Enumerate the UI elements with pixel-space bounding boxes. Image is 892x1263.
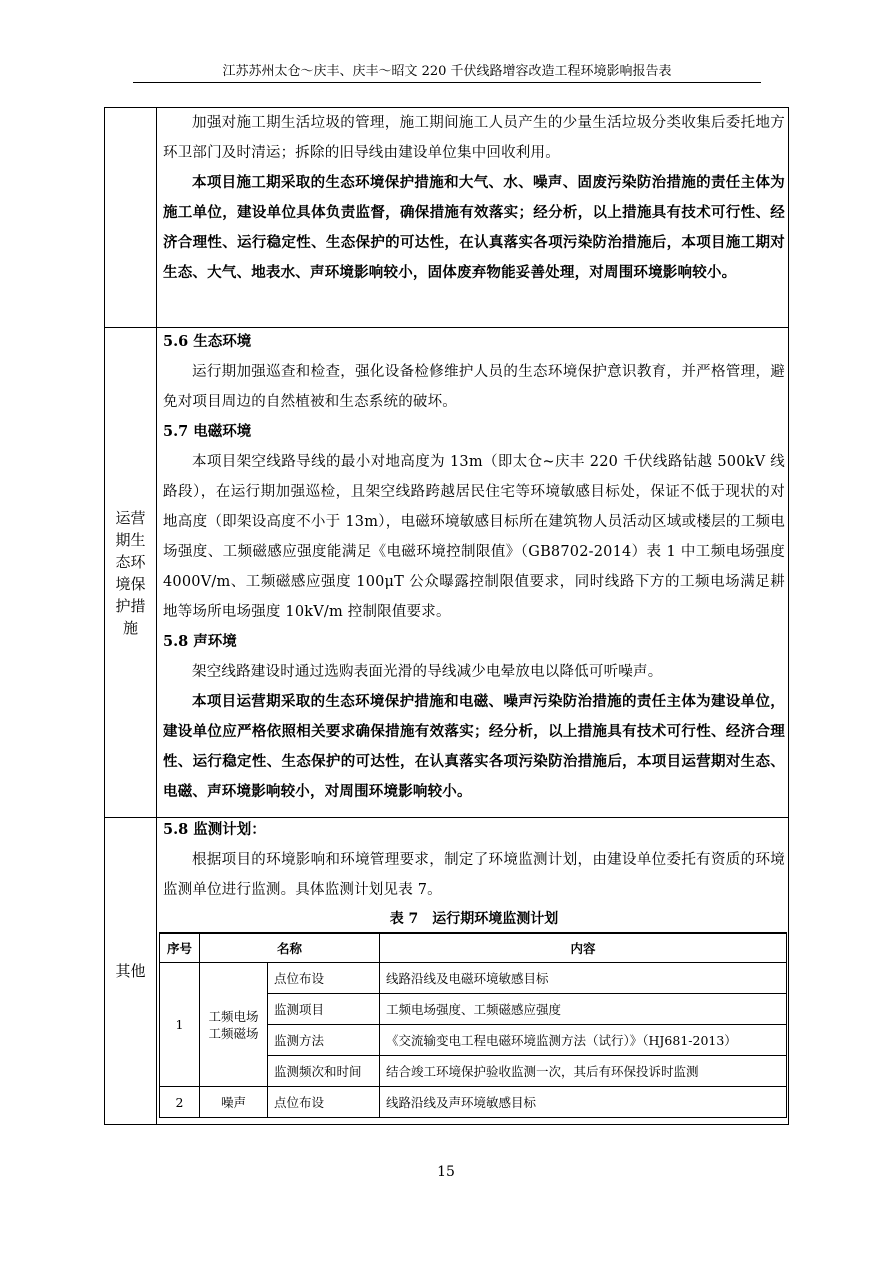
group2-name: 噪声 [200,1087,268,1118]
heading-em: 5.7 电磁环境 [163,423,252,440]
operation-row [105,328,788,818]
operation-content [163,327,785,807]
construction-waste-text: 加强对施工期生活垃圾的管理，施工期间施工人员产生的少量生活垃圾分类收集后委托地方环卫部门及时清运；拆除的旧导线由建设单位集中回收利用。 [163,115,785,161]
table-header-row [160,933,787,963]
table-row [160,963,787,994]
report-table [104,107,789,1125]
heading-ecology: 5.6 生态环境 [163,333,252,350]
operation-conclusion: 本项目运营期采取的生态环境保护措施和电磁、噪声污染防治措施的责任主体为建设单位，建设单位应严格依照相关要求确保措施有效落实；经分析，以上措施具有技术可行性、经济合理性、运行稳定性、生态保护的可达性，在认真落实各项污染防治措施后，本项目运营期对生态、电磁、声环境影响较小，对周围环境影响较小。 [163,693,785,800]
construction-row [105,108,788,328]
group2-seq: 2 [160,1087,200,1118]
header-seq: 序号 [160,933,200,963]
other-content [163,815,785,1118]
other-label: 其他 [115,962,146,980]
group1-content: 结合竣工环境保护验收监测一次，其后有环保投诉时监测 [380,1056,787,1087]
table-row [160,1087,787,1118]
em-text: 本项目架空线路导线的最小对地高度为 13m（即太仓~庆丰 220 千伏线路钻越 500kV 线路段），在运行期加强巡检，且架空线路跨越居民住宅等环境敏感目标处，保证不低于现状的对地高度（即架设高度不小于 13m），电磁环境敏感目标所在建筑物人员活动区域或楼层的工频电场强度、工频磁感应强度能满足《电磁环境控制限值》（GB8702-2014）表 1 中工频电场强度 4000V/m、工频磁感应强度 100μT 公众曝露控制限值要求，同时线路下方的工频电场满足耕地等场所电场强度 10kV/m 控制限值要求。 [163,454,785,620]
table-caption: 表 7 运行期环境监测计划 [389,911,559,927]
group1-item: 监测频次和时间 [268,1056,380,1087]
group1-item: 点位布设 [268,963,380,994]
group2-item: 点位布设 [268,1087,380,1118]
page-number: 15 [437,1164,455,1180]
header-name: 名称 [200,933,380,963]
ecology-text: 运行期加强巡查和检查，强化设备检修维护人员的生态环境保护意识教育，并严格管理，避免对项目周边的自然植被和生态系统的破坏。 [163,364,785,410]
construction-conclusion: 本项目施工期采取的生态环境保护措施和大气、水、噪声、固废污染防治措施的责任主体为施工单位，建设单位具体负责监督，确保措施有效落实；经分析，以上措施具有技术可行性、经济合理性、运行稳定性、生态保护的可达性，在认真落实各项污染防治措施后，本项目施工期对生态、大气、地表水、声环境影响较小，固体废弃物能妥善处理，对周围环境影响较小。 [163,174,785,281]
group1-item: 监测项目 [268,994,380,1025]
noise-text: 架空线路建设时通过选购表面光滑的导线减少电晕放电以降低可听噪声。 [192,664,663,680]
page-header: 江苏苏州太仓～庆丰、庆丰～昭文 220 千伏线路增容改造工程环境影响报告表 [222,64,672,79]
group1-content: 线路沿线及电磁环境敏感目标 [380,963,787,994]
construction-content [163,108,785,288]
monitoring-text: 根据项目的环境影响和环境管理要求，制定了环境监测计划，由建设单位委托有资质的环境监测单位进行监测。具体监测计划见表 7。 [163,852,785,898]
other-label-cell [105,818,157,1124]
operation-label: 运营期生态环境保护措施 [115,508,146,637]
header-rule [133,82,761,83]
monitoring-plan-table [159,932,787,1118]
construction-label-cell [105,108,157,327]
heading-noise: 5.8 声环境 [163,633,237,650]
heading-monitoring: 5.8 监测计划： [163,821,266,838]
header-content: 内容 [380,933,787,963]
group1-seq: 1 [160,963,200,1087]
group1-item: 监测方法 [268,1025,380,1056]
group1-content: 工频电场强度、工频磁感应强度 [380,994,787,1025]
group1-content: 《交流输变电工程电磁环境监测方法（试行）》（HJ681-2013） [380,1025,787,1056]
other-row [105,818,788,1124]
group2-content: 线路沿线及声环境敏感目标 [380,1087,787,1118]
operation-label-cell [105,328,157,817]
group1-name: 工频电场工频磁场 [200,963,268,1087]
